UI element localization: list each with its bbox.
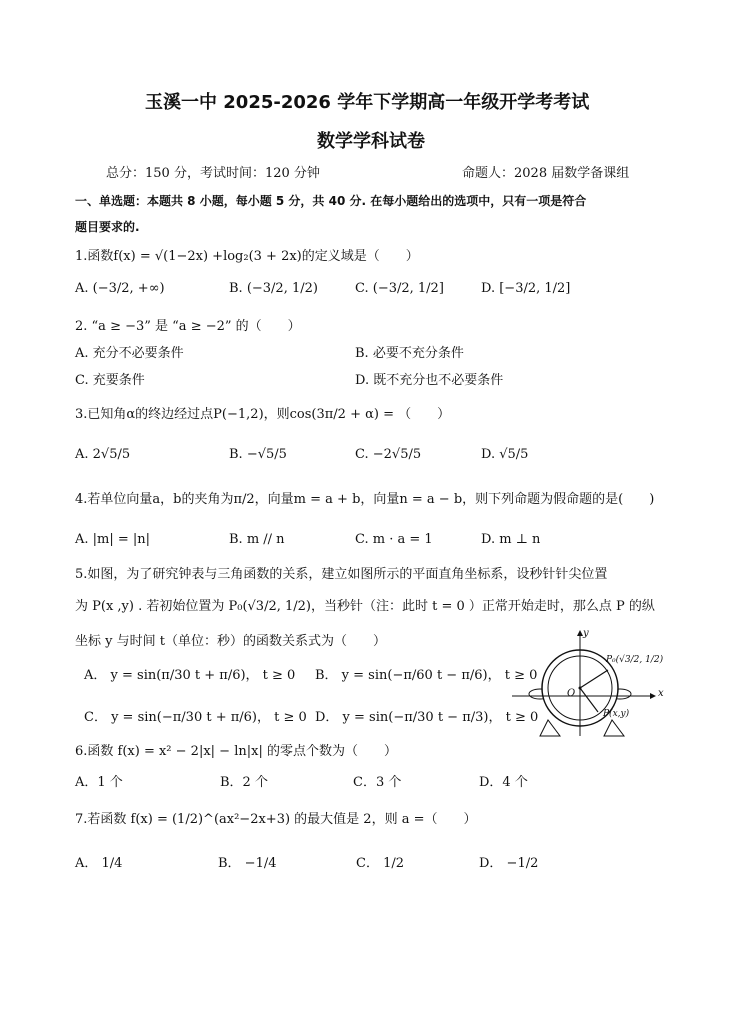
q7-option-a: A． 1/4 — [75, 856, 123, 871]
q7-option-c: C． 1/2 — [356, 856, 405, 871]
q3-option-b: B. −√5/5 — [229, 447, 287, 462]
score-time-info: 总分：150 分，考试时间：120 分钟 — [106, 166, 320, 181]
q5-option-c: C． y = sin(−π/30 t + π/6)， t ≥ 0 — [84, 710, 307, 725]
q1-stem: 1.函数f(x) = √(1−2x) +log₂(3 + 2x)的定义域是（ ） — [75, 249, 419, 264]
fig-y-label: y — [583, 628, 589, 639]
q6-option-b: B．2 个 — [220, 775, 268, 790]
q1-option-c: C. (−3/2, 1/2] — [355, 281, 444, 296]
section-heading-line1: 一、单选题：本题共 8 小题，每小题 5 分，共 40 分. 在每小题给出的选项中，只有一项是符合 — [75, 194, 587, 208]
q7-stem: 7.若函数 f(x) = (1/2)^(ax²−2x+3) 的最大值是 2，则 a =（ ） — [75, 812, 477, 827]
q1-option-d: D. [−3/2, 1/2] — [481, 281, 571, 296]
author-info: 命题人：2028 届数学备课组 — [462, 166, 630, 181]
q5-stem-line3: 坐标 y 与时间 t（单位：秒）的函数关系式为（ ） — [75, 634, 386, 649]
q1-option-b: B. (−3/2, 1/2) — [229, 281, 318, 296]
q6-stem: 6.函数 f(x) = x² − 2|x| − ln|x| 的零点个数为（ ） — [75, 744, 397, 759]
q4-option-d: D. m ⊥ n — [481, 532, 541, 547]
q1-option-a: A. (−3/2, +∞) — [75, 281, 165, 296]
q2-option-b: B. 必要不充分条件 — [355, 346, 464, 361]
q5-option-b: B． y = sin(−π/60 t − π/6)， t ≥ 0 — [315, 668, 538, 683]
q2-stem: 2. “a ≥ −3” 是 “a ≥ −2” 的（ ） — [75, 319, 301, 334]
q4-option-a: A. |m| = |n| — [75, 532, 151, 547]
q4-stem: 4.若单位向量a，b的夹角为π/2，向量m = a + b，向量n = a − b，则下列命题为假命题的是( ) — [75, 492, 655, 507]
fig-x-label: x — [658, 688, 664, 699]
q5-stem-line2: 为 P(x ,y) . 若初始位置为 P₀(√3/2, 1/2)，当秒针（注：此时 t = 0 ）正常开始走时，那么点 P 的纵 — [75, 599, 655, 614]
q2-option-c: C. 充要条件 — [75, 373, 145, 388]
fig-p0-label: P₀(√3/2, 1/2) — [606, 655, 664, 665]
q6-option-a: A．1 个 — [75, 775, 123, 790]
q5-option-a: A． y = sin(π/30 t + π/6)， t ≥ 0 — [84, 668, 296, 683]
q2-option-a: A. 充分不必要条件 — [75, 346, 184, 361]
q6-option-c: C．3 个 — [353, 775, 402, 790]
fig-origin-label: O — [567, 688, 576, 699]
q4-option-c: C. m · a = 1 — [355, 532, 433, 547]
fig-p-label: P(x,y) — [603, 709, 630, 719]
q6-option-d: D．4 个 — [479, 775, 528, 790]
q7-option-d: D． −1/2 — [479, 856, 539, 871]
q3-option-d: D. √5/5 — [481, 447, 529, 462]
q3-option-c: C. −2√5/5 — [355, 447, 422, 462]
clock-figure — [508, 628, 663, 738]
q3-option-a: A. 2√5/5 — [75, 447, 131, 462]
exam-subtitle: 数学学科试卷 — [317, 131, 425, 152]
q5-stem-line1: 5.如图，为了研究钟表与三角函数的关系，建立如图所示的平面直角坐标系，设秒针针尖位置 — [75, 567, 608, 582]
q2-option-d: D. 既不充分也不必要条件 — [355, 373, 504, 388]
exam-title: 玉溪一中 2025-2026 学年下学期高一年级开学考考试 — [145, 92, 590, 113]
q4-option-b: B. m // n — [229, 532, 285, 547]
q3-stem: 3.已知角α的终边经过点P(−1,2)，则cos(3π/2 + α) = （ ） — [75, 407, 451, 422]
section-heading-line2: 题目要求的. — [75, 220, 140, 234]
q7-option-b: B． −1/4 — [218, 856, 277, 871]
q5-option-d: D． y = sin(−π/30 t − π/3)， t ≥ 0 — [315, 710, 539, 725]
